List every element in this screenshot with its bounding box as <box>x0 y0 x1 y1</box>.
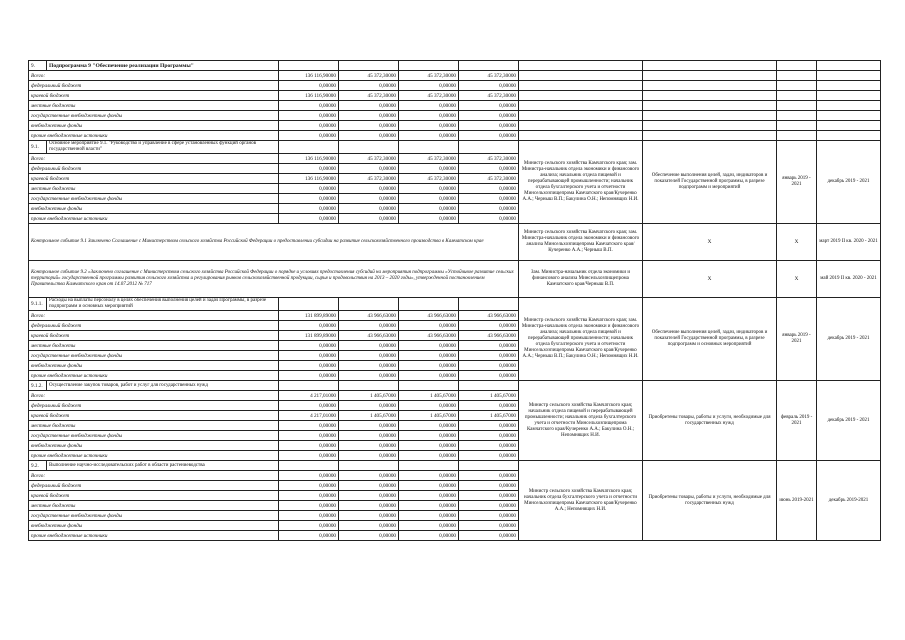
empty-cell <box>777 71 817 81</box>
budget-value: 0,00000 <box>399 341 459 351</box>
budget-source-label: местные бюджеты <box>29 501 279 511</box>
budget-value: 0,00000 <box>399 451 459 461</box>
budget-value: 0,00000 <box>339 121 399 131</box>
budget-value: 0,00000 <box>339 531 399 541</box>
budget-value: 0,00000 <box>459 481 519 491</box>
budget-value: 0,00000 <box>399 121 459 131</box>
section-number: 9.1. <box>29 141 47 154</box>
executor-text: Министр сельского хозяйства Камчатского края; зам. Министра-начальник отдела экономики и финансового анализа; начальник отдела пищевой и перерабатывающей промышленности; начальник отдела бухгалтерского учета и отчетности Минсельхозпищепрома Камчатского края/Кучеренко А.А.; Черныш В.П.; Бакулина О.Н.; Непомнящих Н.И. <box>519 141 643 224</box>
budget-value: 0,00000 <box>339 81 399 91</box>
budget-source-label: внебюджетные фонды <box>29 521 279 531</box>
empty-cell <box>643 81 777 91</box>
x-mark: X <box>643 261 777 298</box>
start-date: июнь 2019-2021 <box>777 461 817 541</box>
empty-cell <box>643 121 777 131</box>
section-header-row <box>29 298 881 311</box>
control-event-title: Контрольное событие 9.1 Заключено Соглашение с Министерством сельского хозяйства Российской Федерации о предоставлении субсидии на развитие сельскохозяйственного производства в Камчатском крае <box>29 224 519 261</box>
budget-value: 0,00000 <box>399 471 459 481</box>
empty-cell <box>459 461 519 471</box>
budget-value: 45 372,30000 <box>399 71 459 81</box>
budget-source-label: прочие внебюджетные источники <box>29 214 279 224</box>
event-date: март 2019 II кв. 2020 - 2021 <box>817 224 881 261</box>
budget-value: 0,00000 <box>399 131 459 141</box>
budget-value: 0,00000 <box>399 101 459 111</box>
budget-value: 131 899,89000 <box>279 311 339 321</box>
budget-value: 0,00000 <box>279 351 339 361</box>
budget-value: 0,00000 <box>339 511 399 521</box>
budget-source-label: федеральный бюджет <box>29 401 279 411</box>
budget-value: 1 405,67000 <box>339 411 399 421</box>
executor-text: Министр сельского хозяйства Камчатского края; начальник отдела пищевой и перерабатывающей промышленности; начальник отдела бухгалтерского учета и отчетности Минсельхозпищепрома Камчатского края/Кучеренко А.А.; Бакулина О.Н.; Непомнящих Н.И. <box>519 381 643 461</box>
budget-value: 0,00000 <box>279 111 339 121</box>
budget-value: 136 116,90000 <box>279 71 339 81</box>
empty-cell <box>817 131 881 141</box>
budget-value: 0,00000 <box>459 111 519 121</box>
budget-document-page <box>28 60 880 595</box>
empty-cell <box>399 461 459 471</box>
budget-value: 136 116,90000 <box>279 91 339 101</box>
budget-value: 0,00000 <box>399 194 459 204</box>
empty-cell <box>519 121 643 131</box>
budget-value: 136 116,90000 <box>279 154 339 164</box>
budget-value: 0,00000 <box>339 131 399 141</box>
budget-value: 0,00000 <box>279 164 339 174</box>
budget-value: 0,00000 <box>399 111 459 121</box>
budget-value: 0,00000 <box>399 521 459 531</box>
budget-value: 45 372,30000 <box>399 91 459 101</box>
empty-cell <box>777 111 817 121</box>
budget-value: 0,00000 <box>279 481 339 491</box>
section-title: Осуществление закупок товаров, работ и услуг для государственных нужд <box>47 381 279 391</box>
budget-value: 0,00000 <box>459 321 519 331</box>
budget-value: 0,00000 <box>399 371 459 381</box>
budget-value: 0,00000 <box>459 451 519 461</box>
budget-value: 0,00000 <box>459 421 519 431</box>
budget-value: 0,00000 <box>459 371 519 381</box>
budget-value: 0,00000 <box>399 511 459 521</box>
budget-value: 0,00000 <box>399 204 459 214</box>
budget-value: 0,00000 <box>459 511 519 521</box>
section-title: Выполнение научно-исследовательских работ в области растениеводства <box>47 461 279 471</box>
result-text: Приобретены товары, работы и услуги, необходимые для государственных нужд <box>643 461 777 541</box>
budget-value: 45 372,30000 <box>399 154 459 164</box>
budget-value: 1 405,67000 <box>399 411 459 421</box>
empty-cell <box>777 81 817 91</box>
budget-value: 0,00000 <box>459 214 519 224</box>
empty-cell <box>817 101 881 111</box>
budget-value: 0,00000 <box>339 371 399 381</box>
empty-cell <box>777 121 817 131</box>
budget-value: 45 372,30000 <box>339 91 399 101</box>
empty-cell <box>817 91 881 101</box>
executor-text: Зам. Министра-начальник отдела экономики и финансового анализа Минсельхозпищепрома Камчатского края/Черныш В.П. <box>519 261 643 298</box>
budget-source-label: прочие внебюджетные источники <box>29 531 279 541</box>
budget-value: 0,00000 <box>339 351 399 361</box>
budget-value: 0,00000 <box>279 81 339 91</box>
budget-source-label: Всего: <box>29 311 279 321</box>
section-header-row <box>29 461 881 471</box>
budget-source-label: краевой бюджет <box>29 174 279 184</box>
budget-value: 0,00000 <box>459 131 519 141</box>
budget-value: 0,00000 <box>459 164 519 174</box>
budget-source-label: федеральный бюджет <box>29 321 279 331</box>
empty-cell <box>459 141 519 154</box>
budget-row <box>29 131 881 141</box>
budget-value: 43 966,63000 <box>459 311 519 321</box>
budget-value: 0,00000 <box>459 204 519 214</box>
budget-value: 0,00000 <box>399 184 459 194</box>
budget-source-label: Всего: <box>29 71 279 81</box>
program-budget-table <box>28 60 881 541</box>
empty-cell <box>399 381 459 391</box>
empty-cell <box>279 61 339 71</box>
empty-cell <box>519 111 643 121</box>
budget-row <box>29 111 881 121</box>
budget-value: 0,00000 <box>399 481 459 491</box>
budget-value: 45 372,30000 <box>459 71 519 81</box>
budget-value: 0,00000 <box>339 164 399 174</box>
budget-value: 0,00000 <box>279 471 339 481</box>
budget-value: 43 966,63000 <box>399 331 459 341</box>
budget-value: 0,00000 <box>399 81 459 91</box>
empty-cell <box>777 131 817 141</box>
section-number: 9.1.1. <box>29 298 47 311</box>
budget-value: 45 372,30000 <box>459 174 519 184</box>
executor-text: Министр сельского хозяйства Камчатского края; зам. Министра-начальник отдела экономики и финансового анализа Минсельхозпищепрома Камчатского края/Кучеренко А.А.; Черныш В.П. <box>519 224 643 261</box>
budget-value: 0,00000 <box>459 81 519 91</box>
budget-value: 0,00000 <box>339 184 399 194</box>
budget-source-label: краевой бюджет <box>29 331 279 341</box>
budget-row <box>29 81 881 91</box>
budget-source-label: федеральный бюджет <box>29 164 279 174</box>
budget-value: 0,00000 <box>279 441 339 451</box>
budget-value: 0,00000 <box>399 431 459 441</box>
empty-cell <box>519 61 643 71</box>
result-text: Приобретены товары, работы и услуги, необходимые для государственных нужд <box>643 381 777 461</box>
empty-cell <box>459 61 519 71</box>
budget-value: 0,00000 <box>339 521 399 531</box>
budget-value: 136 116,90000 <box>279 174 339 184</box>
budget-value: 0,00000 <box>279 451 339 461</box>
section-header-row <box>29 141 881 154</box>
empty-cell <box>339 141 399 154</box>
budget-value: 0,00000 <box>339 361 399 371</box>
budget-source-label: государственные внебюджетные фонды <box>29 351 279 361</box>
budget-value: 0,00000 <box>339 471 399 481</box>
budget-value: 1 405,67000 <box>459 411 519 421</box>
empty-cell <box>817 111 881 121</box>
budget-value: 45 372,30000 <box>339 174 399 184</box>
end-date: декабрь 2019 - 2021 <box>817 298 881 381</box>
budget-source-label: федеральный бюджет <box>29 81 279 91</box>
end-date: декабрь 2019 - 2021 <box>817 141 881 224</box>
budget-value: 0,00000 <box>279 121 339 131</box>
empty-cell <box>459 381 519 391</box>
budget-source-label: прочие внебюджетные источники <box>29 131 279 141</box>
section-title: Основное мероприятие 9.1. "Руководство и управление в сфере установленных функций органов государственной власти" <box>47 141 279 154</box>
budget-value: 0,00000 <box>279 204 339 214</box>
budget-value: 0,00000 <box>459 491 519 501</box>
empty-cell <box>777 101 817 111</box>
budget-value: 0,00000 <box>279 321 339 331</box>
section-number: 9.2. <box>29 461 47 471</box>
x-mark: X <box>777 224 817 261</box>
budget-row <box>29 121 881 131</box>
budget-value: 0,00000 <box>459 184 519 194</box>
budget-source-label: государственные внебюджетные фонды <box>29 194 279 204</box>
budget-value: 0,00000 <box>459 471 519 481</box>
empty-cell <box>643 111 777 121</box>
budget-value: 45 372,30000 <box>339 71 399 81</box>
budget-source-label: Всего: <box>29 154 279 164</box>
empty-cell <box>519 131 643 141</box>
budget-value: 0,00000 <box>459 531 519 541</box>
budget-value: 0,00000 <box>399 214 459 224</box>
empty-cell <box>777 61 817 71</box>
empty-cell <box>817 121 881 131</box>
empty-cell <box>519 81 643 91</box>
budget-value: 0,00000 <box>399 531 459 541</box>
empty-cell <box>339 61 399 71</box>
empty-cell <box>399 298 459 311</box>
budget-value: 0,00000 <box>399 501 459 511</box>
budget-value: 0,00000 <box>279 431 339 441</box>
budget-source-label: Всего: <box>29 391 279 401</box>
budget-value: 0,00000 <box>279 521 339 531</box>
budget-value: 0,00000 <box>279 194 339 204</box>
budget-value: 0,00000 <box>339 431 399 441</box>
empty-cell <box>777 91 817 101</box>
budget-source-label: государственные внебюджетные фонды <box>29 511 279 521</box>
budget-value: 0,00000 <box>459 441 519 451</box>
budget-value: 1 405,67000 <box>399 391 459 401</box>
empty-cell <box>519 101 643 111</box>
budget-value: 0,00000 <box>339 111 399 121</box>
budget-source-label: местные бюджеты <box>29 421 279 431</box>
empty-cell <box>459 298 519 311</box>
section-number: 9.1.2. <box>29 381 47 391</box>
budget-value: 0,00000 <box>339 451 399 461</box>
control-event-row <box>29 261 881 298</box>
budget-value: 0,00000 <box>459 341 519 351</box>
budget-value: 0,00000 <box>459 361 519 371</box>
empty-cell <box>817 71 881 81</box>
empty-cell <box>279 461 339 471</box>
budget-source-label: государственные внебюджетные фонды <box>29 111 279 121</box>
section-header-row <box>29 381 881 391</box>
budget-value: 0,00000 <box>459 401 519 411</box>
empty-cell <box>643 91 777 101</box>
x-mark: X <box>777 261 817 298</box>
budget-source-label: краевой бюджет <box>29 411 279 421</box>
control-event-title: Контрольное событие 9.2 «Заключено соглашение с Министерством сельского хозяйства Российской Федерации о порядке и условиях предоставления субсидий на мероприятия подпрограммы «Устойчивое развитие сельских территорий» государственной программы развития сельского хозяйства и регулирования рынков сельскохозяйственной продукции, сырья и продовольствия на 2013 – 2020 годы», утвержденной постановлением Правительства Камчатского края от 14.07.2012 № 717 <box>29 261 519 298</box>
budget-source-label: прочие внебюджетные источники <box>29 451 279 461</box>
budget-value: 43 966,63000 <box>399 311 459 321</box>
budget-value: 45 372,30000 <box>459 154 519 164</box>
budget-value: 45 372,30000 <box>459 91 519 101</box>
budget-value: 4 217,01000 <box>279 391 339 401</box>
end-date: декабрь 2019-2021 <box>817 461 881 541</box>
executor-text: Министр сельского хозяйства Камчатского края; начальник отдела бухгалтерского учета и отчетности Минсельхозпищепрома Камчатского края/Кучеренко А.А.; Непомнящих Н.И. <box>519 461 643 541</box>
budget-value: 43 966,63000 <box>339 331 399 341</box>
empty-cell <box>399 141 459 154</box>
budget-value: 0,00000 <box>459 101 519 111</box>
budget-value: 0,00000 <box>339 341 399 351</box>
end-date: декабрь 2019 - 2021 <box>817 381 881 461</box>
budget-value: 0,00000 <box>399 491 459 501</box>
budget-source-label: местные бюджеты <box>29 184 279 194</box>
budget-value: 0,00000 <box>399 351 459 361</box>
empty-cell <box>643 71 777 81</box>
budget-value: 0,00000 <box>279 341 339 351</box>
budget-value: 0,00000 <box>339 441 399 451</box>
start-date: январь 2019 - 2021 <box>777 141 817 224</box>
budget-value: 45 372,30000 <box>399 174 459 184</box>
budget-value: 0,00000 <box>339 501 399 511</box>
empty-cell <box>399 61 459 71</box>
budget-value: 0,00000 <box>279 491 339 501</box>
empty-cell <box>279 381 339 391</box>
budget-value: 0,00000 <box>339 481 399 491</box>
section-header-row <box>29 61 881 71</box>
budget-value: 43 966,63000 <box>459 331 519 341</box>
result-text: Обеспечение выполнения целей, задач, индикаторов и показателей Государственной программы, в разрезе подпрограмм и основных мероприятий <box>643 298 777 381</box>
budget-value: 0,00000 <box>279 501 339 511</box>
executor-text: Министр сельского хозяйства Камчатского края; зам. Министра-начальник отдела экономики и финансового анализа; начальник отдела пищевой и перерабатывающей промышленности; начальник отдела бухгалтерского учета и отчетности Минсельхозпищепрома Камчатского края/Кучеренко А.А.; Черныш В.П.; Бакулина О.Н.; Непомнящих Н.И. <box>519 298 643 381</box>
budget-value: 0,00000 <box>459 194 519 204</box>
budget-value: 1 405,67000 <box>459 391 519 401</box>
empty-cell <box>339 381 399 391</box>
budget-value: 1 405,67000 <box>339 391 399 401</box>
budget-value: 0,00000 <box>459 501 519 511</box>
budget-value: 0,00000 <box>339 401 399 411</box>
budget-value: 0,00000 <box>399 441 459 451</box>
empty-cell <box>279 298 339 311</box>
start-date: февраль 2019 - 2021 <box>777 381 817 461</box>
budget-value: 131 899,89000 <box>279 331 339 341</box>
budget-value: 0,00000 <box>279 184 339 194</box>
budget-source-label: местные бюджеты <box>29 341 279 351</box>
budget-value: 0,00000 <box>399 401 459 411</box>
budget-source-label: местные бюджеты <box>29 101 279 111</box>
budget-value: 0,00000 <box>279 101 339 111</box>
empty-cell <box>519 71 643 81</box>
budget-value: 0,00000 <box>399 361 459 371</box>
budget-source-label: внебюджетные фонды <box>29 121 279 131</box>
control-event-row <box>29 224 881 261</box>
budget-value: 0,00000 <box>339 491 399 501</box>
empty-cell <box>817 81 881 91</box>
budget-value: 0,00000 <box>459 351 519 361</box>
budget-source-label: краевой бюджет <box>29 491 279 501</box>
budget-source-label: внебюджетные фонды <box>29 441 279 451</box>
budget-value: 0,00000 <box>339 321 399 331</box>
budget-value: 0,00000 <box>399 421 459 431</box>
budget-value: 0,00000 <box>339 194 399 204</box>
empty-cell <box>643 101 777 111</box>
empty-cell <box>817 61 881 71</box>
budget-value: 0,00000 <box>339 204 399 214</box>
budget-row <box>29 101 881 111</box>
section-title: Расходы на выплаты персоналу в целях обеспечения выполнения целей и задач Программы, в разрезе подпрограмм и основных мероприятий <box>47 298 279 311</box>
budget-source-label: государственные внебюджетные фонды <box>29 431 279 441</box>
budget-row <box>29 91 881 101</box>
budget-value: 0,00000 <box>279 214 339 224</box>
budget-source-label: внебюджетные фонды <box>29 361 279 371</box>
budget-source-label: федеральный бюджет <box>29 481 279 491</box>
budget-value: 0,00000 <box>399 164 459 174</box>
empty-cell <box>339 298 399 311</box>
budget-value: 0,00000 <box>279 371 339 381</box>
budget-value: 0,00000 <box>279 421 339 431</box>
budget-row <box>29 71 881 81</box>
budget-value: 0,00000 <box>339 421 399 431</box>
section-number: 9. <box>29 61 47 71</box>
budget-value: 0,00000 <box>459 121 519 131</box>
budget-value: 45 372,30000 <box>339 154 399 164</box>
budget-value: 0,00000 <box>279 531 339 541</box>
budget-value: 0,00000 <box>459 521 519 531</box>
section-title: Подпрограмма 9 "Обеспечение реализации Программы" <box>47 61 279 71</box>
event-date: май 2019 II кв. 2020 - 2021 <box>817 261 881 298</box>
budget-value: 0,00000 <box>399 321 459 331</box>
budget-value: 0,00000 <box>459 431 519 441</box>
budget-value: 0,00000 <box>279 131 339 141</box>
empty-cell <box>643 131 777 141</box>
budget-value: 0,00000 <box>279 361 339 371</box>
budget-value: 4 217,01000 <box>279 411 339 421</box>
budget-value: 43 966,63000 <box>339 311 399 321</box>
budget-source-label: внебюджетные фонды <box>29 204 279 214</box>
budget-source-label: прочие внебюджетные источники <box>29 371 279 381</box>
empty-cell <box>339 461 399 471</box>
result-text: Обеспечение выполнения целей, задач, индикаторов и показателей Государственной программы, в разрезе подпрограмм и мероприятий <box>643 141 777 224</box>
empty-cell <box>643 61 777 71</box>
budget-source-label: краевой бюджет <box>29 91 279 101</box>
budget-value: 0,00000 <box>339 214 399 224</box>
x-mark: X <box>643 224 777 261</box>
start-date: январь 2019 - 2021 <box>777 298 817 381</box>
budget-value: 0,00000 <box>279 401 339 411</box>
budget-value: 0,00000 <box>339 101 399 111</box>
budget-source-label: Всего: <box>29 471 279 481</box>
empty-cell <box>279 141 339 154</box>
empty-cell <box>519 91 643 101</box>
budget-value: 0,00000 <box>279 511 339 521</box>
